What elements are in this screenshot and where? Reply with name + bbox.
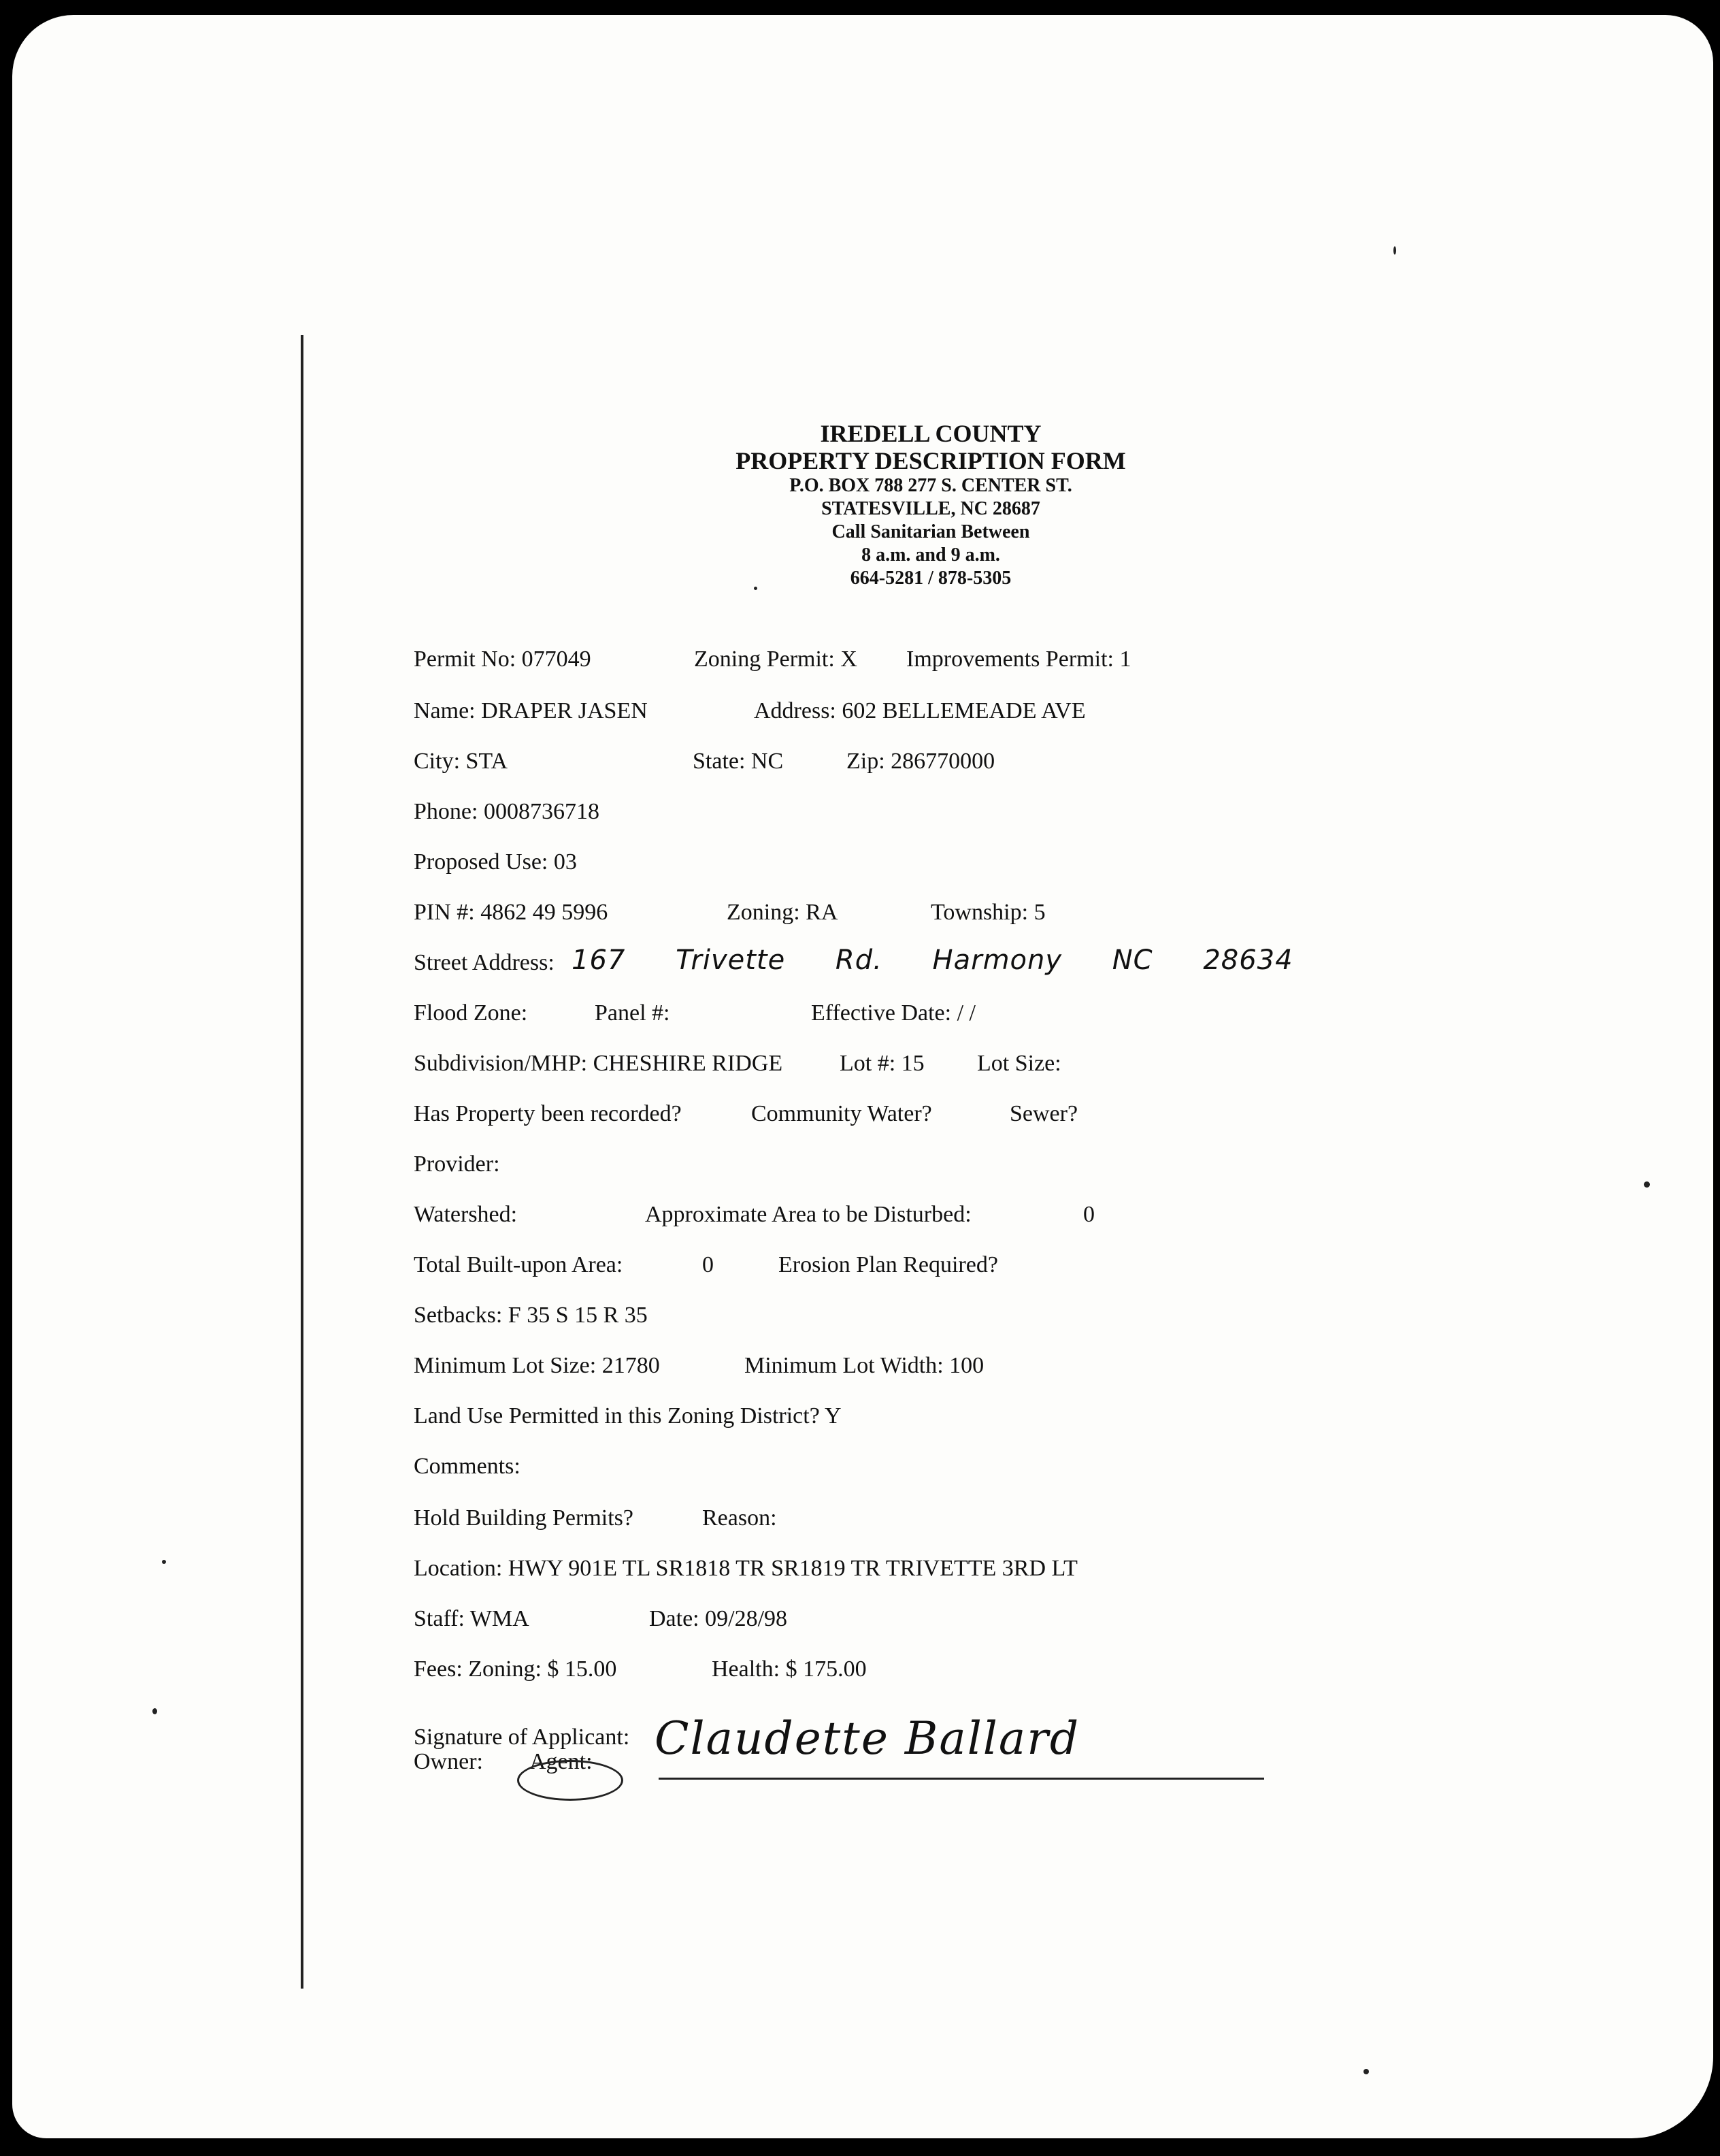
scan-speck xyxy=(152,1708,157,1714)
subdivision: Subdivision/MHP: CHESHIRE RIDGE xyxy=(414,1051,783,1076)
built-upon-value: 0 xyxy=(702,1252,714,1277)
flood-zone: Flood Zone: xyxy=(414,1000,528,1026)
street-address-label: Street Address: xyxy=(414,950,555,975)
land-use-permitted: Land Use Permitted in this Zoning District? Y xyxy=(414,1403,842,1428)
agent-option: Agent: xyxy=(529,1749,593,1774)
call-instructions: Call Sanitarian Between xyxy=(831,521,1030,542)
zip: Zip: 286770000 xyxy=(846,749,995,774)
sewer: Sewer? xyxy=(1010,1101,1078,1126)
minimum-lot-size: Minimum Lot Size: 21780 xyxy=(414,1353,660,1378)
signature-line xyxy=(659,1778,1264,1780)
staff: Staff: WMA xyxy=(414,1606,529,1631)
area-disturbed-label: Approximate Area to be Disturbed: xyxy=(645,1202,972,1227)
fees-health: Health: $ 175.00 xyxy=(712,1656,867,1682)
applicant-name: Name: DRAPER JASEN xyxy=(414,698,648,723)
location: Location: HWY 901E TL SR1818 TR SR1819 TR TRIVETTE 3RD LT xyxy=(414,1556,1078,1581)
setbacks: Setbacks: F 35 S 15 R 35 xyxy=(414,1303,648,1328)
minimum-lot-width: Minimum Lot Width: 100 xyxy=(744,1353,985,1378)
township: Township: 5 xyxy=(931,900,1046,925)
erosion-plan: Erosion Plan Required? xyxy=(778,1252,998,1277)
scan-speck xyxy=(1363,2069,1369,2074)
lot-number: Lot #: 15 xyxy=(840,1051,925,1076)
agent-circle-mark xyxy=(517,1760,623,1801)
applicant-address: Address: 602 BELLEMEADE AVE xyxy=(754,698,1086,723)
reason: Reason: xyxy=(702,1505,777,1531)
document-page xyxy=(12,15,1713,2138)
panel-number: Panel #: xyxy=(595,1000,670,1026)
phone-numbers: 664-5281 / 878-5305 xyxy=(850,568,1012,589)
built-upon-label: Total Built-upon Area: xyxy=(414,1252,623,1277)
scan-speck xyxy=(754,587,757,590)
pin: PIN #: 4862 49 5996 xyxy=(414,900,608,925)
scan-speck xyxy=(162,1560,166,1564)
date: Date: 09/28/98 xyxy=(649,1606,788,1631)
permit-no: Permit No: 077049 xyxy=(414,647,591,672)
city: City: STA xyxy=(414,749,508,774)
provider: Provider: xyxy=(414,1152,500,1177)
scan-speck xyxy=(1644,1181,1650,1188)
improvements-permit: Improvements Permit: 1 xyxy=(906,647,1131,672)
lot-size: Lot Size: xyxy=(977,1051,1061,1076)
street-address-handwritten: 167 Trivette Rd. Harmony NC 28634 xyxy=(572,945,1293,976)
form-title: PROPERTY DESCRIPTION FORM xyxy=(735,447,1126,474)
community-water: Community Water? xyxy=(751,1101,932,1126)
scan-speck xyxy=(1393,246,1396,255)
phone: Phone: 0008736718 xyxy=(414,799,599,824)
property-recorded: Has Property been recorded? xyxy=(414,1101,682,1126)
area-disturbed-value: 0 xyxy=(1083,1202,1095,1227)
zoning-permit: Zoning Permit: X xyxy=(694,647,857,672)
hold-building-permits: Hold Building Permits? xyxy=(414,1505,633,1531)
owner-option: Owner: xyxy=(414,1749,483,1774)
signature-label: Signature of Applicant: xyxy=(414,1725,630,1750)
state: State: NC xyxy=(693,749,784,774)
county-title: IREDELL COUNTY xyxy=(820,420,1042,447)
watershed: Watershed: xyxy=(414,1202,518,1227)
applicant-signature: Claudette Ballard xyxy=(655,1712,1080,1765)
proposed-use: Proposed Use: 03 xyxy=(414,849,577,875)
fees-zoning: Fees: Zoning: $ 15.00 xyxy=(414,1656,617,1682)
call-hours: 8 a.m. and 9 a.m. xyxy=(861,544,1000,566)
comments: Comments: xyxy=(414,1454,520,1479)
city-address: STATESVILLE, NC 28687 xyxy=(821,498,1040,519)
mailing-address: P.O. BOX 788 277 S. CENTER ST. xyxy=(789,475,1072,496)
effective-date: Effective Date: / / xyxy=(811,1000,976,1026)
zoning: Zoning: RA xyxy=(727,900,838,925)
